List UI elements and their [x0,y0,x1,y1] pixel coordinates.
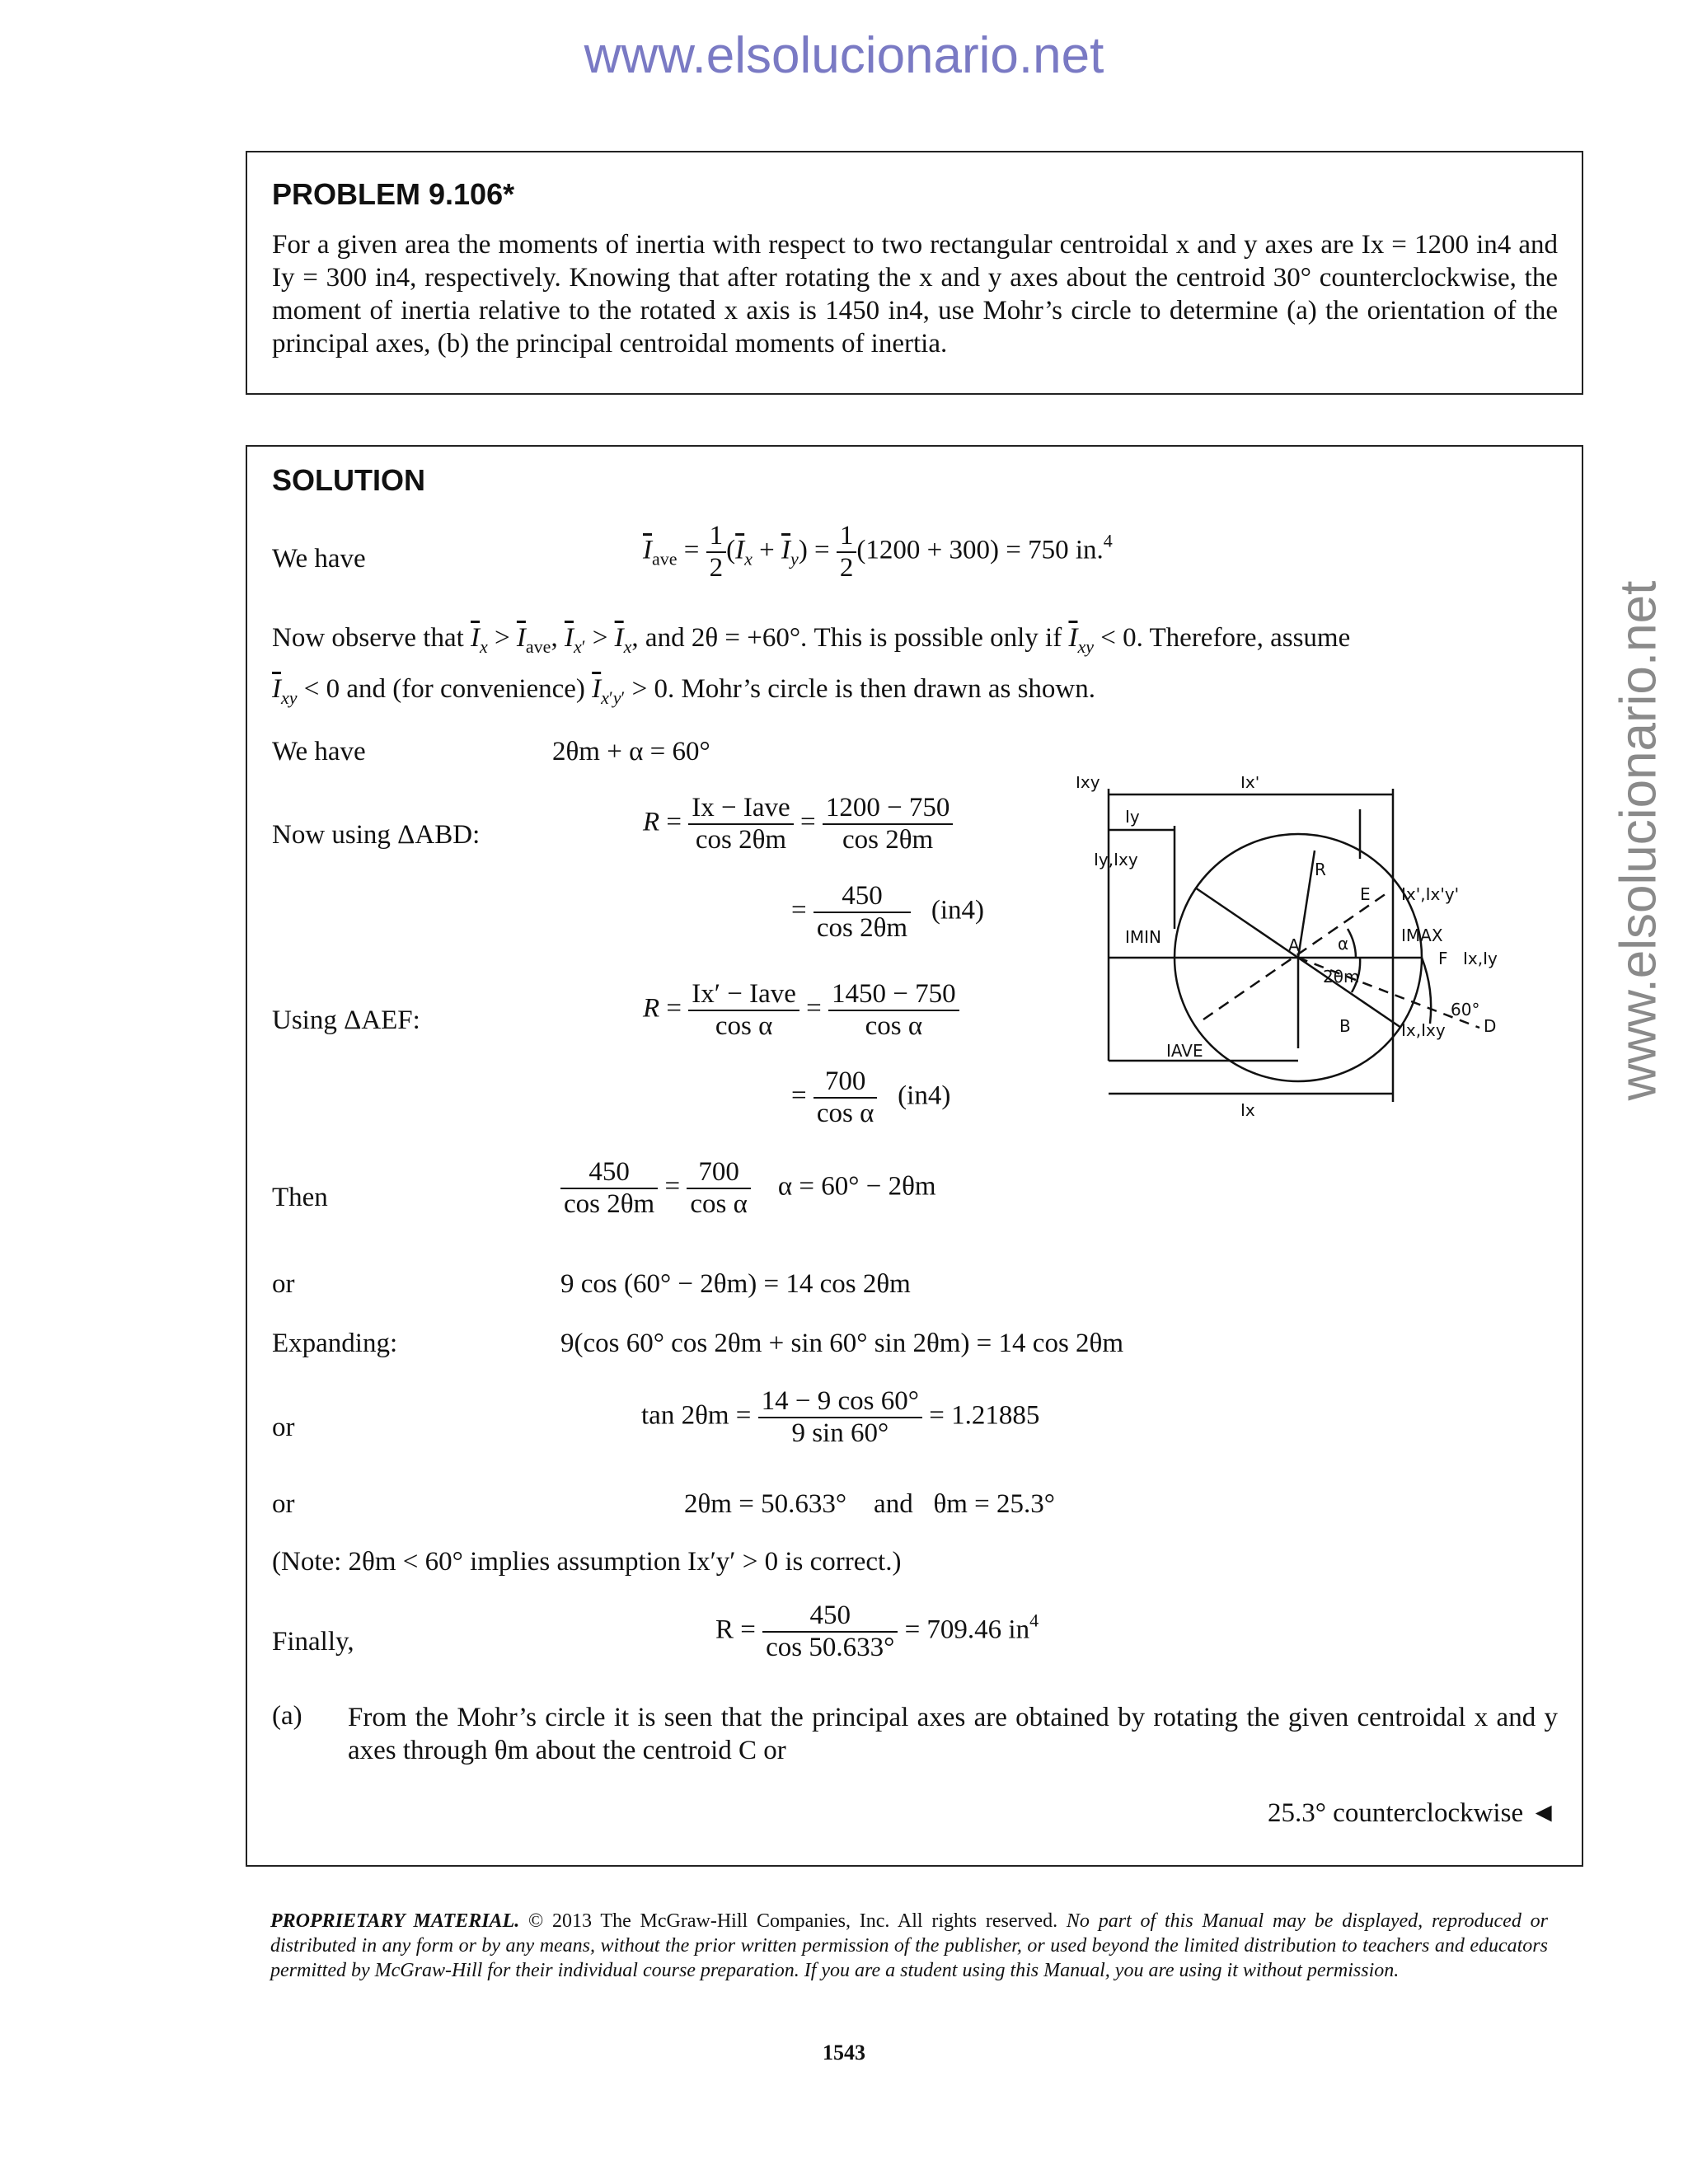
part-a-text: From the Mohr’s circle it is seen that the principal axes are obtained by rotating the given centroidal x and y axes through θm about the centroid C or [348,1703,1558,1765]
label-now-using-abd: Now using ΔABD: [272,820,481,850]
label-or-2: or [272,1413,295,1442]
eq-tan: tan 2θm = $\frac{14 - 9 \cos 60^\circ}{9 \sin 60^\circ}$ = 1.21885 [641,1386,1040,1448]
problem-text: For a given area the moments of inertia with respect to two rectangular centroidal x and y axes are Ix = 1200 in4 and Iy = 300 in4, respectively. Knowing that after rotating the x and y axes about the centroid 30° counterclockwise, the moment of inertia relative to the rotated x axis is 1450 in4, use Mohr’s circle to determine (a) the orientation of the principal axes, (b) the principal centroidal moments of inertia. [272,230,1558,359]
svg-text:R: R [1315,860,1326,879]
eq-or-1: 9 cos (60° − 2θm) = 14 cos 2θm [560,1269,911,1299]
svg-text:2θm: 2θm [1323,967,1360,987]
observe-line-1: Now observe that $\overline{I}_x > \overline{I}_{ave}$, $\overline{I}_{x'} > \overline{I}_x$, and 2θ = +60°. This is possible only if $\overline{I}_{xy} < 0$. Therefore, assume [272,623,1351,657]
eq-aef: R = $\frac{\text{Ix′ − Iave}}{\text{cos α}}$ = $\frac{1450 - 750}{\text{cos α}}$ [643,979,959,1042]
label-using-aef: Using ΔAEF: [272,1005,420,1035]
eq-theta: 2θm = 50.633° and θm = 25.3° [684,1489,1055,1519]
svg-text:α: α [1338,934,1349,954]
svg-text:Ix': Ix' [1240,776,1260,792]
answer-a: 25.3° counterclockwise ◄ [1267,1798,1557,1828]
eq-angle-sum: 2θm + α = 60° [552,737,710,766]
copyright-footer: PROPRIETARY MATERIAL. © 2013 The McGraw-Hill Companies, Inc. All rights reserved. No part of this Manual may be displayed, reproduced or distributed in any form or by any means, without the prior written permission of the publisher, or used beyond the limited distribution to teachers and educators permitted by McGraw-Hill for their individual course preparation. If you are a student using this Manual, you are using it without permission. [270,1910,1548,1981]
label-or-3: or [272,1489,295,1519]
label-we-have-2: We have [272,737,366,766]
solution-title: SOLUTION [272,463,425,497]
label-or-1: or [272,1269,295,1299]
part-a-label: (a) [272,1701,302,1731]
page-number: 1543 [823,2041,865,2064]
problem-title: PROBLEM 9.106* [272,177,515,211]
svg-text:IAVE: IAVE [1166,1041,1203,1061]
svg-text:A: A [1288,935,1300,955]
eq-abd: R = $\frac{\text{Ix − Iave}}{\cos 2\theta m}$ = $\frac{1200 - 750}{\cos 2\theta m}$ [643,793,953,855]
eq-iave: $\overline{I}_{ave}$ = $\frac{1}{2}$ $(\overline{I}_x + \overline{I}_y)$ = $\frac{1}{2}$ (1200 + 300) = 750 in.$^4$ [643,521,1113,583]
label-then: Then [272,1183,328,1212]
watermark-top: www.elsolucionario.net [584,27,1104,84]
problem-box [246,151,1583,395]
svg-text:Ix,Ixy: Ix,Ixy [1401,1020,1446,1040]
svg-text:Iy: Iy [1125,807,1140,827]
eq-final-r: R = $\frac{450}{\cos 50.633^\circ}$ = 709.46 $in^4$ [715,1601,1039,1662]
svg-text:D: D [1484,1016,1497,1036]
svg-text:Ix',Ix'y': Ix',Ix'y' [1401,884,1460,904]
solution-box [246,445,1583,1867]
svg-text:F: F [1438,949,1448,968]
svg-text:IMAX: IMAX [1401,926,1443,945]
note: (Note: 2θm < 60° implies assumption Ix′y′ > 0 is correct.) [272,1547,902,1577]
svg-text:60°: 60° [1451,1000,1480,1019]
eq-then: $\frac{450}{\cos 2\theta m}$ = $\frac{700}{\text{cos α}}$ α = 60° − 2θm [560,1157,936,1220]
observe-line-2: $\overline{I}_{xy} < 0$ and (for convenience) $\overline{I}_{x'y'} > 0$. Mohr’s circle is then drawn as shown. [272,674,1095,708]
eq-aef-2: = $\frac{700}{\text{cos α}}$ (in4) [791,1066,951,1128]
label-finally: Finally, [272,1627,354,1657]
svg-text:Ixy: Ixy [1076,776,1100,792]
svg-text:E: E [1360,884,1371,904]
label-we-have-1: We have [272,544,366,574]
label-expanding: Expanding: [272,1329,398,1358]
svg-text:Iy,Ixy: Iy,Ixy [1094,850,1138,869]
eq-expanding: 9(cos 60° cos 2θm + sin 60° sin 2θm) = 14 cos 2θm [560,1329,1124,1358]
eq-abd-2: = $\frac{450}{\cos 2\theta m}$ (in4) [791,881,984,943]
svg-text:B: B [1339,1016,1351,1036]
mohrs-circle-diagram [1076,776,1545,1147]
svg-text:IMIN: IMIN [1125,927,1162,947]
svg-text:Ix: Ix [1240,1100,1255,1120]
svg-text:Ix,Iy: Ix,Iy [1463,949,1498,968]
